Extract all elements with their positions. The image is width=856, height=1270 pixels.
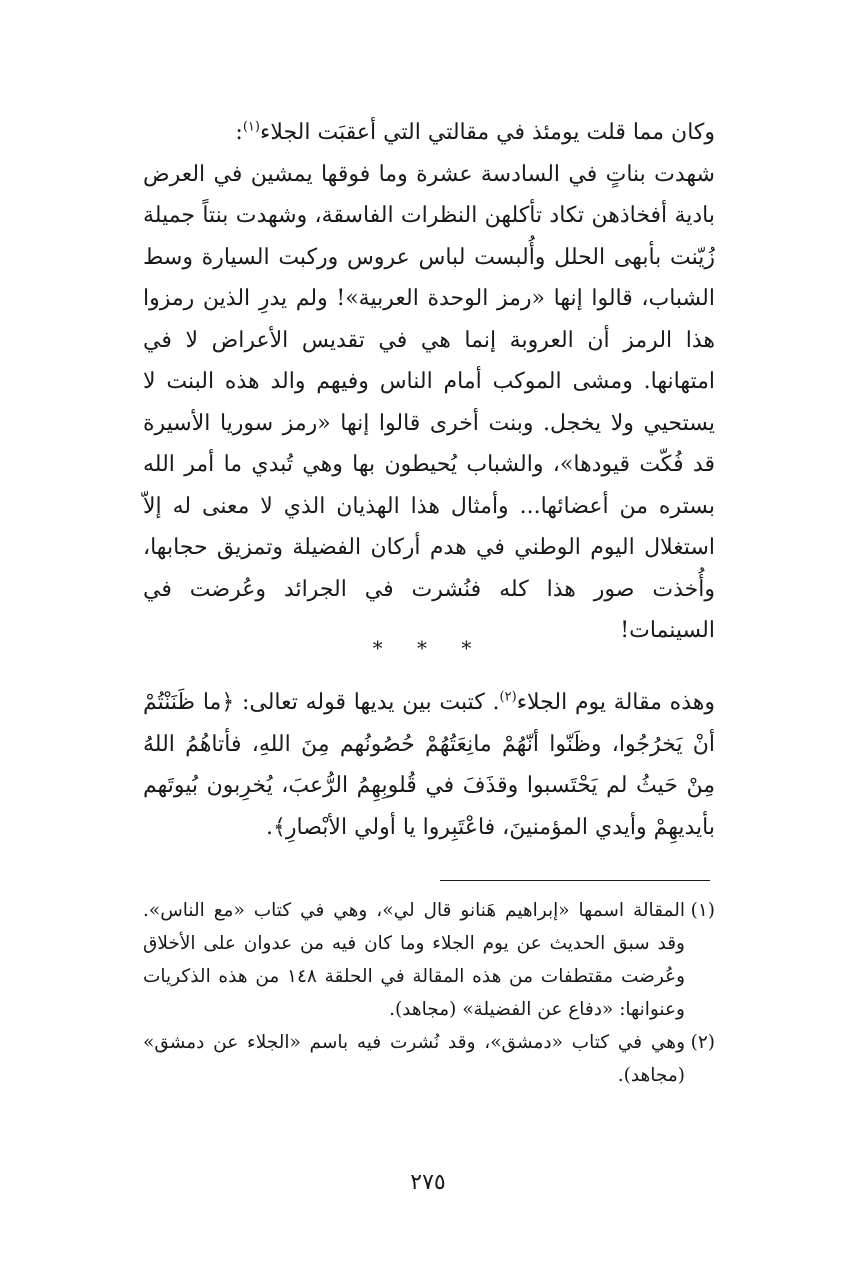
paragraph-one-body: شهدت بناتٍ في السادسة عشرة وما فوقها يمشين في العرض بادية أفخاذهن تكاد تأكلهن النظرات الفاسقة، وشهدت بنتاً جميلة زُيّنت بأبهى الحلل وأُلبست لباس عروس وركبت السيارة وسط الشباب، قالوا إنها «رمز الوحدة العربية»! ولم يدرِ الذين رمزوا هذا الرمز أن العروبة إنما هي في تقديس الأعراض لا في امتهانها. ومشى الموكب أمام الناس وفيهم والد هذه البنت لا يستحيي ولا يخجل. وبنت أخرى قالوا إنها «رمز سوريا الأسيرة قد فُكّت قيودها»، والشباب يُحيطون بها وهي تُبدي ما أمر الله بستره من أعضائها... وأمثال هذا الهذيان الذي لا معنى له إلاّ استغلال اليوم الوطني في هدم أركان الفضيلة وتمزيق حجابها، وأُخذت صور هذا كله فنُشرت في الجرائد وعُرضت في السينمات! <box>143 161 715 643</box>
footnote-2-text: وهي في كتاب «دمشق»، وقد نُشرت فيه باسم «الجلاء عن دمشق» (مجاهد). <box>143 1032 685 1086</box>
footnote-ref-1: (١) <box>242 119 260 135</box>
section-separator: * * * <box>372 636 486 660</box>
footnote-2 <box>143 1026 715 1092</box>
footnote-1 <box>143 894 715 1026</box>
paragraph-two <box>143 682 715 848</box>
footnote-1-number: (١) <box>690 900 715 921</box>
footnote-ref-2: (٢) <box>499 689 517 705</box>
footnotes <box>143 894 715 1092</box>
paragraph-one <box>143 112 715 652</box>
paragraph-two-body: . كتبت بين يديها قوله تعالى: ﴿ما ظَنَنْتُمْ أنْ يَخرُجُوا، وظَنّوا أنّهُمْ مانِعَتُهُمْ حُصُونُهم مِنَ اللهِ، فأتاهُمُ اللهُ مِنْ حَيثُ لم يَحْتَسبوا وقذَفَ في قُلوبِهِمُ الرُّعبَ، يُخرِبون بُيوتَهم بأيديهِمْ وأيدي المؤمنينَ، فاعْتَبِروا يا أولي الأبْصارِ﴾. <box>143 690 715 840</box>
paragraph-one-intro-end: : <box>235 120 243 145</box>
footnote-divider <box>440 880 710 881</box>
footnote-1-text: المقالة اسمها «إبراهيم هَنانو قال لي»، وهي في كتاب «مع الناس». وقد سبق الحديث عن يوم الجلاء وما كان فيه من عدوان على الأخلاق وعُرضت مقتطفات من هذه المقالة في الحلقة ١٤٨ من هذه الذكريات وعنوانها: «دفاع عن الفضيلة» (مجاهد). <box>143 900 686 1020</box>
paragraph-two-intro: وهذه مقالة يوم الجلاء <box>516 690 715 715</box>
paragraph-one-intro: وكان مما قلت يومئذ في مقالتي التي أعقبَت الجلاء <box>259 120 715 145</box>
footnote-2-number: (٢) <box>690 1032 715 1053</box>
page-number: ٢٧٥ <box>410 1170 446 1195</box>
